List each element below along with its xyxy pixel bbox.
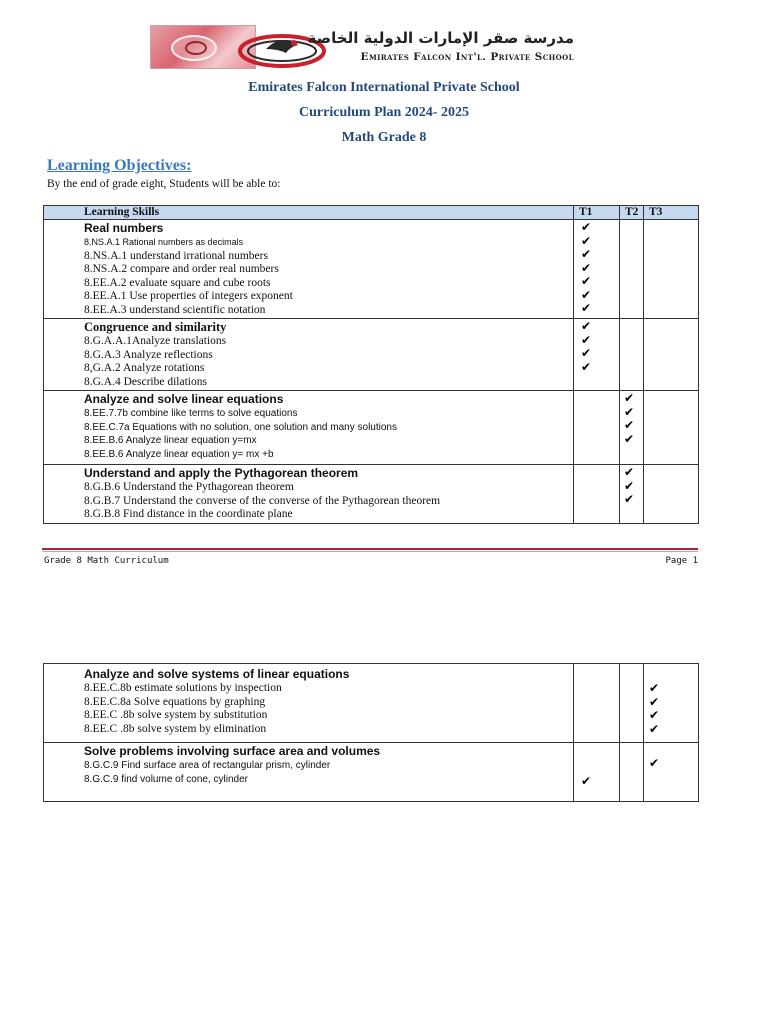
check-mark-icon: ✔ [649,681,660,695]
check-mark-icon: ✔ [581,346,592,360]
term-cell-t1 [574,220,620,319]
list-item: 8.EE.C.7a Equations with no solution, one solution and many solutions [84,421,397,433]
check-mark-icon: ✔ [649,721,660,736]
footer-divider [42,548,698,552]
list-item: 8.G.C.9 find volume of cone, cylinder [84,773,248,785]
term-cell-t3 [644,743,699,802]
table-row [44,465,699,524]
skills-table-page-2 [43,663,699,802]
skill-group-congruence [44,319,574,391]
title-school: Emirates Falcon International Private School [248,80,520,95]
list-item: 8.EE.A.2 evaluate square and cube roots [84,276,271,289]
term-cell-t1 [574,743,620,802]
list-item: 8.G.A.A.1Analyze translations [84,335,227,347]
title-subject: Math Grade 8 [341,130,427,145]
check-mark-icon: ✔ [624,418,635,432]
check-mark-icon: ✔ [624,492,635,506]
table-header-row [44,206,699,220]
school-name-english: Emirates Falcon Int'l. Private School [360,51,574,63]
column-header-t3: T3 [644,206,699,220]
skill-group-linear-equations [44,391,574,465]
list-item: 8.NS.A.2 compare and order real numbers [84,263,279,275]
group-title: Solve problems involving surface area and volumes [84,744,381,758]
check-mark-icon: ✔ [624,431,635,446]
table-row [44,391,699,465]
check-mark-icon: ✔ [581,359,592,374]
skill-group-real-numbers [44,220,574,319]
skills-table-page-1 [43,205,699,524]
group-title: Analyze and solve systems of linear equations [84,667,350,681]
footer-page-number: Page 1 [665,556,698,566]
group-title: Congruence and similarity [84,320,227,334]
check-mark-icon: ✔ [624,478,635,493]
group-title: Real numbers [84,221,164,235]
list-item: 8.EE.7.7b combine like terms to solve equations [84,408,298,419]
table-row [44,220,699,319]
check-mark-icon: ✔ [649,694,660,709]
check-mark-icon: ✔ [581,274,592,288]
learning-objectives-heading: Learning Objectives: [47,157,192,174]
check-mark-icon: ✔ [581,332,592,347]
group-title: Analyze and solve linear equations [84,392,284,406]
title-plan: Curriculum Plan 2024- 2025 [299,105,469,120]
term-cell-t2 [620,391,644,465]
list-item: 8.EE.A.1 Use properties of integers exponent [84,290,293,302]
term-cell-t1 [574,664,620,743]
term-cell-t2 [620,743,644,802]
check-mark-icon: ✔ [581,233,592,248]
check-mark-icon: ✔ [581,774,592,788]
term-cell-t3 [644,391,699,465]
skill-group-surface-area [44,743,574,802]
check-mark-icon: ✔ [649,756,660,770]
check-mark-icon: ✔ [581,260,592,275]
check-mark-icon: ✔ [624,391,635,405]
list-item: 8.G.C.9 Find surface area of rectangular prism, cylinder [84,760,331,771]
list-item: 8.EE.B.6 Analyze linear equation y=mx [84,435,257,446]
term-cell-t2 [620,664,644,743]
list-item: 8.NS.A.1 understand irrational numbers [84,249,268,262]
term-cell-t3 [644,664,699,743]
list-item: 8.EE.C.8b estimate solutions by inspection [84,682,282,694]
list-item: 8.EE.B.6 Analyze linear equation y= mx +b [84,448,274,460]
list-item: 8.NS.A.1 Rational numbers as decimals [84,237,244,247]
column-header-t1: T1 [574,206,620,220]
term-cell-t1 [574,391,620,465]
list-item: 8.G.B.7 Understand the converse of the converse of the Pythagorean theorem [84,494,441,507]
table-row [44,319,699,391]
term-cell-t2 [620,319,644,391]
term-cell-t2 [620,220,644,319]
list-item: 8.EE.C .8b solve system by elimination [84,722,267,735]
check-mark-icon: ✔ [624,404,635,419]
check-mark-icon: ✔ [624,465,635,479]
list-item: 8.G.B.6 Understand the Pythagorean theorem [84,481,294,493]
table-row [44,743,699,802]
list-item: 8.EE.C.8a Solve equations by graphing [84,695,266,708]
list-item: 8.G.A.3 Analyze reflections [84,348,213,361]
term-cell-t3 [644,465,699,524]
learning-objectives-intro: By the end of grade eight, Students will be able to: [47,178,281,190]
check-mark-icon: ✔ [581,247,592,261]
column-header-skills: Learning Skills [44,206,574,220]
list-item: 8.EE.C .8b solve system by substitution [84,709,268,721]
list-item: 8.EE.A.3 understand scientific notation [84,303,266,316]
term-cell-t3 [644,319,699,391]
term-cell-t2 [620,465,644,524]
table-row [44,664,699,743]
school-name-arabic: مدرسة صقر الإمارات الدولية الخاصة [307,29,574,47]
check-mark-icon: ✔ [581,220,592,234]
skill-group-systems [44,664,574,743]
list-item: 8.G.A.4 Describe dilations [84,375,207,388]
term-cell-t3 [644,220,699,319]
group-title: Understand and apply the Pythagorean theorem [84,466,359,480]
check-mark-icon: ✔ [581,301,592,315]
check-mark-icon: ✔ [581,319,592,333]
term-cell-t1 [574,465,620,524]
term-cell-t1 [574,319,620,391]
check-mark-icon: ✔ [649,708,660,722]
list-item: 8,G.A.2 Analyze rotations [84,362,205,374]
skill-group-pythagorean [44,465,574,524]
column-header-t2: T2 [620,206,644,220]
list-item: 8.G.B.8 Find distance in the coordinate plane [84,508,293,520]
check-mark-icon: ✔ [581,287,592,302]
footer-document-title: Grade 8 Math Curriculum [44,556,169,566]
